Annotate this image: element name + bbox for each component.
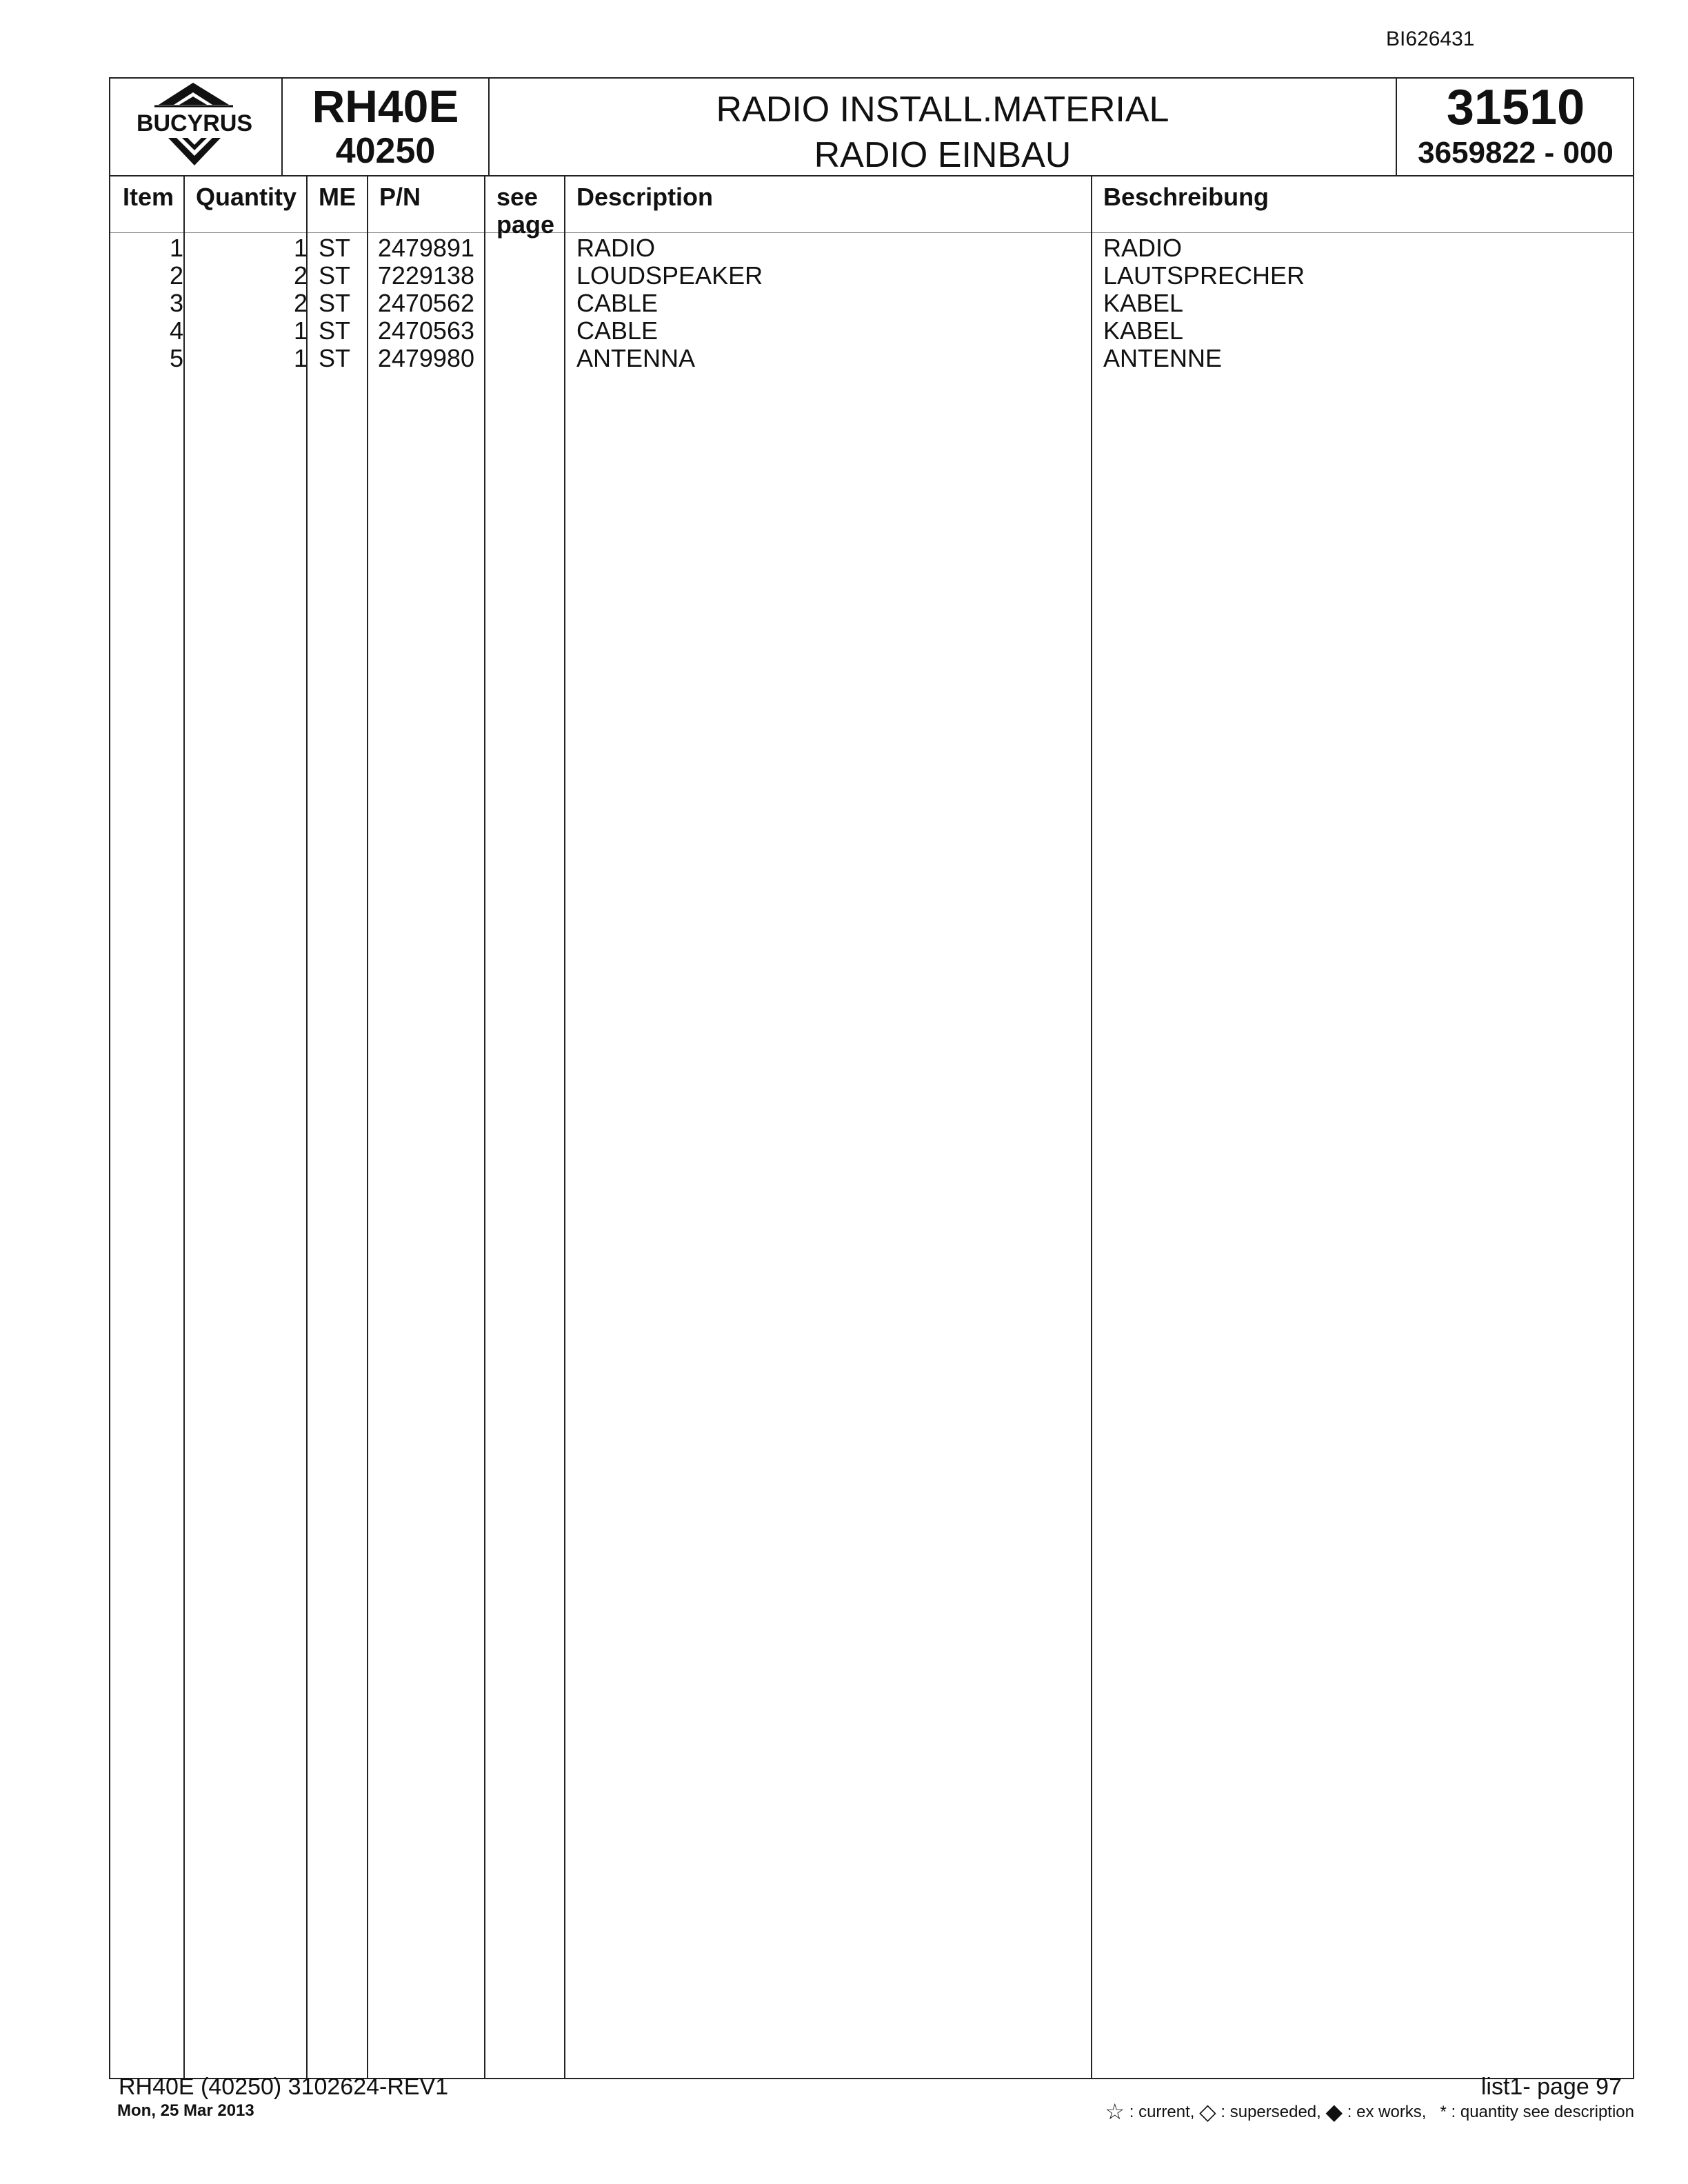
legend-ex-works: : ex works, [1347,2103,1427,2121]
footer-date: Mon, 25 Mar 2013 [117,2101,254,2120]
quantity: 1 [293,344,308,372]
col-description: Description [576,183,714,211]
col-beschreibung: Beschreibung [1103,183,1269,211]
column-divider [564,176,565,2078]
title-english: RADIO INSTALL.MATERIAL [716,90,1169,130]
quantity: 1 [293,234,308,262]
beschreibung: RADIO [1103,234,1183,262]
footer-page-number: list1- page 97 [1480,2074,1622,2100]
header-band [110,79,1633,176]
table-row [110,290,1633,317]
column-divider [183,176,185,2078]
logo-wordmark: BUCYRUS [136,110,253,136]
description: CABLE [576,289,659,317]
part-number: 7229138 [377,261,474,290]
diamond-filled-icon: ◆ [1325,2099,1343,2124]
bucyrus-logo [110,79,283,175]
model-cell [283,79,490,175]
col-see-page-line1: see [496,183,539,211]
part-number: 2470563 [377,316,474,345]
description: LOUDSPEAKER [576,261,763,290]
col-pn: P/N [379,183,421,211]
unit: ST [319,234,351,262]
parts-list-frame [109,77,1634,2079]
column-divider [1091,176,1092,2078]
table-row [110,262,1633,290]
column-header-row [110,176,1633,239]
table-row [110,234,1633,262]
col-me: ME [319,183,356,211]
quantity: 1 [293,316,308,345]
unit: ST [319,289,351,317]
diamond-outline-icon: ◇ [1199,2099,1216,2124]
description: CABLE [576,316,659,345]
beschreibung: LAUTSPRECHER [1103,261,1305,290]
col-see-page [496,183,554,239]
column-divider [484,176,485,2078]
part-number: 2470562 [377,289,474,317]
legend-current: : current, [1129,2103,1195,2121]
drawing-number: 3659822 - 000 [1418,136,1614,170]
column-divider [306,176,308,2078]
item-number: 2 [169,261,183,290]
column-divider [367,176,368,2078]
legend-quantity: * : quantity see description [1440,2103,1634,2121]
group-number: 31510 [1446,80,1585,135]
beschreibung: KABEL [1103,289,1184,317]
item-number: 4 [169,316,183,345]
legend-superseded: : superseded, [1220,2103,1321,2121]
unit: ST [319,344,351,372]
col-see-page-line2: page [496,210,555,239]
title-german: RADIO EINBAU [814,135,1072,175]
item-number: 1 [169,234,183,262]
star-outline-icon: ☆ [1105,2099,1125,2124]
table-row [110,345,1633,372]
part-number: 2479980 [377,344,474,372]
table-row [110,317,1633,345]
serial-number: 40250 [335,131,436,171]
col-item: Item [123,183,174,211]
document-id: BI626431 [1386,28,1475,50]
description: ANTENNA [576,344,696,372]
model-name: RH40E [312,81,459,132]
footer-reference: RH40E (40250) 3102624-REV1 [119,2074,449,2100]
quantity: 2 [293,261,308,290]
description: RADIO [576,234,656,262]
part-number: 2479891 [377,234,474,262]
title-cell [490,79,1397,175]
item-number: 3 [169,289,183,317]
parts-rows [110,234,1633,372]
beschreibung: KABEL [1103,316,1184,345]
col-quantity: Quantity [196,183,297,211]
unit: ST [319,316,351,345]
logo-cell [110,79,283,175]
beschreibung: ANTENNE [1103,344,1223,372]
quantity: 2 [293,289,308,317]
symbol-legend [1105,2101,1634,2123]
unit: ST [319,261,351,290]
group-cell [1397,79,1634,175]
item-number: 5 [169,344,183,372]
